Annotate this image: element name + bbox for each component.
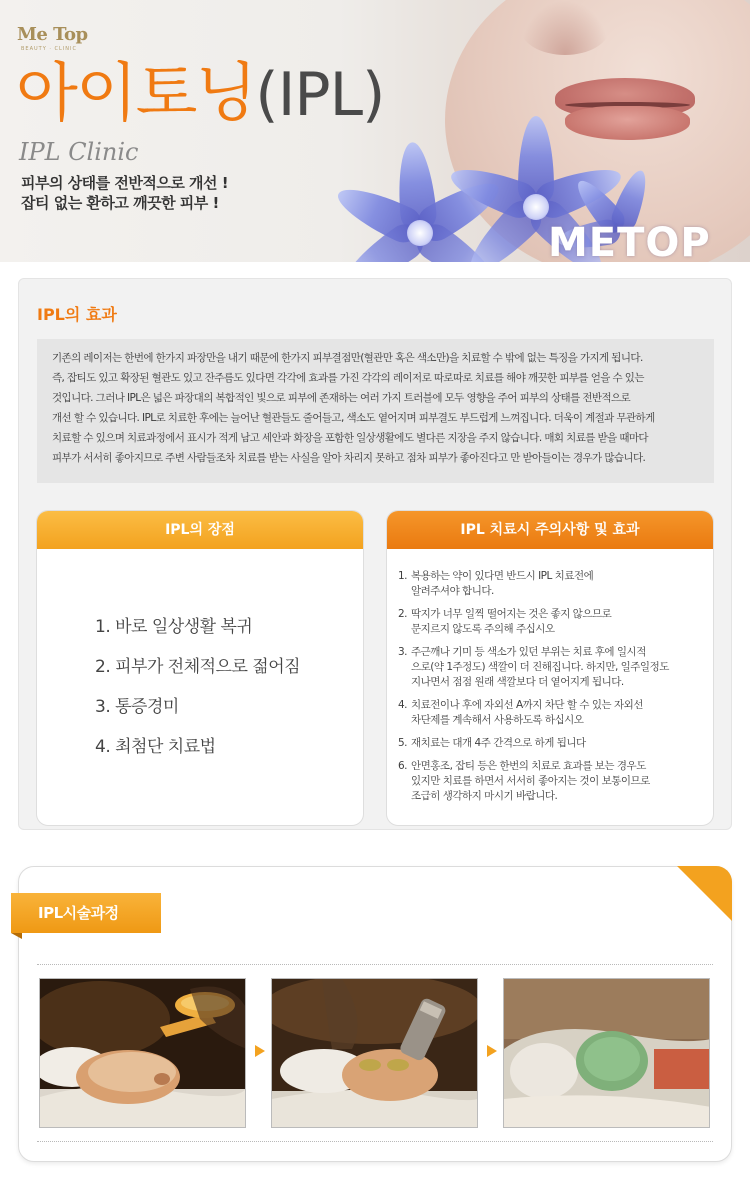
gel-application-photo (39, 978, 246, 1128)
list-item (398, 607, 710, 637)
clinic-logo-subtext: BEAUTY · CLINIC (21, 46, 78, 52)
list-item (398, 569, 710, 599)
description-line: 기존의 레이저는 한번에 한가지 파장만을 내기 때문에 한가지 피부결점만(혈관만 혹은 색소만)을 치료할 수 밖에 없는 특징을 가지게 됩니다. (52, 352, 643, 364)
item-number: 6. (398, 760, 408, 772)
list-item (398, 698, 710, 728)
page-title (16, 58, 384, 131)
list-item: 3. 통증경미 (95, 697, 179, 717)
description-line: 것입니다. 그러나 IPL은 넓은 파장대의 복합적인 빛으로 피부에 존재하는 여러 가지 트러블에 모두 영향을 주어 피부의 상태를 전반적으로 (52, 392, 631, 404)
effect-description (37, 339, 714, 483)
item-number: 2. (398, 608, 408, 620)
clinic-logo: Me Top (17, 24, 88, 45)
description-line: 피부가 서서히 좋아지므로 주변 사람들조차 치료를 받는 사실을 알아 차리지 못하고 점차 피부가 좋아진다고 만 받아들이는 경우가 많습니다. (52, 452, 646, 464)
title-korean: 아이토닝 (16, 57, 256, 131)
item-line: 차단제를 계속해서 사용하도록 하십시오 (411, 714, 584, 726)
item-line: 주근깨나 기미 등 색소가 있던 부위는 치료 후에 일시적 (411, 646, 646, 658)
item-line: 딱지가 너무 일찍 떨어지는 것은 좋지 않으므로 (411, 608, 612, 620)
item-line: 으로(약 1주정도) 색깔이 더 진해집니다. 하지만, 일주일정도 (411, 661, 669, 673)
tagline-line-2: 잡티 없는 환하고 깨끗한 피부 ! (21, 194, 219, 212)
tagline-line-1: 피부의 상태를 전반적으로 개선 ! (21, 174, 229, 192)
process-section-title: IPL시술과정 (11, 893, 161, 933)
item-number: 1. (398, 570, 408, 582)
corner-decoration (677, 866, 732, 921)
divider (37, 1141, 713, 1142)
list-item: 4. 최첨단 치료법 (95, 737, 216, 757)
item-line: 안면홍조, 잡티 등은 한번의 치료로 효과를 보는 경우도 (411, 760, 646, 772)
item-line: 재치료는 대개 4주 간격으로 하게 됩니다 (411, 737, 586, 749)
description-line: 즉, 잡티도 있고 확장된 혈관도 있고 잔주름도 있다면 각각에 효과를 가진 각각의 레이저로 따로따로 치료를 해야 깨끗한 피부를 얻을 수 있는 (52, 372, 644, 384)
list-item: 2. 피부가 전체적으로 젊어짐 (95, 657, 301, 677)
effect-section-title: IPL의 효과 (37, 305, 117, 324)
list-item (398, 736, 710, 751)
item-line: 치료전이나 후에 자외선 A까지 차단 할 수 있는 자외선 (411, 699, 643, 711)
advantages-list (95, 607, 300, 767)
item-number: 4. (398, 699, 408, 711)
item-line: 복용하는 약이 있다면 반드시 IPL 치료전에 (411, 570, 594, 582)
advantages-title: IPL의 장점 (37, 511, 363, 549)
title-english: (IPL) (255, 60, 385, 130)
item-number: 3. (398, 646, 408, 658)
cautions-card (386, 510, 714, 826)
item-number: 5. (398, 737, 408, 749)
item-line: 있지만 치료를 하면서 서서히 좋아지는 것이 보통이므로 (411, 775, 650, 787)
arrow-icon (487, 1045, 497, 1057)
ipl-treatment-photo (271, 978, 478, 1128)
item-line: 문지르지 않도록 주의해 주십시오 (411, 623, 555, 635)
cooling-mask-image (504, 979, 710, 1128)
cooling-mask-photo (503, 978, 710, 1128)
cautions-list (398, 569, 710, 812)
page-subtitle: IPL Clinic (19, 138, 139, 166)
description-line: 치료할 수 있으며 치료과정에서 표시가 적게 남고 세안과 화장을 포함한 일상생활에도 별다른 지장을 주지 않습니다. 매회 치료를 받을 때마다 (52, 432, 648, 444)
divider (37, 964, 713, 965)
cautions-title: IPL 치료시 주의사항 및 효과 (387, 511, 713, 549)
nose-shadow (520, 0, 610, 55)
brand-watermark: METOP (548, 220, 711, 262)
advantages-card (36, 510, 364, 826)
list-item: 1. 바로 일상생활 복귀 (95, 617, 253, 637)
list-item (398, 759, 710, 804)
description-line: 개선 할 수 있습니다. IPL로 치료한 후에는 늘어난 혈관들도 줄어들고, 색소도 옅어지며 피부결도 부드럽게 느껴집니다. 더욱이 계절과 무관하게 (52, 412, 655, 424)
ipl-treatment-image (272, 979, 478, 1128)
item-line: 조급히 생각하지 마시기 바랍니다. (411, 790, 558, 802)
hero-banner (0, 0, 750, 262)
item-line: 알려주셔야 합니다. (411, 585, 494, 597)
item-line: 지나면서 점점 원래 색깔보다 더 옅어지게 됩니다. (411, 676, 624, 688)
gel-application-image (40, 979, 246, 1128)
list-item (398, 645, 710, 690)
arrow-icon (255, 1045, 265, 1057)
